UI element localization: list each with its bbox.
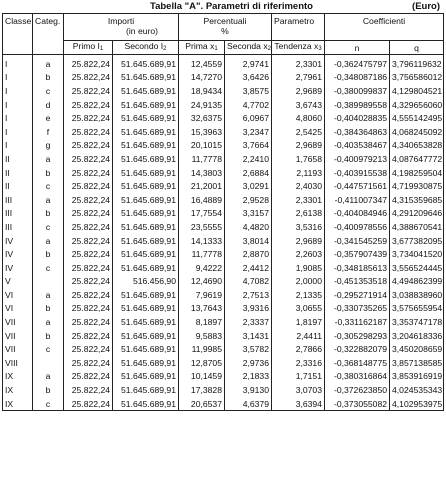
cell-prima-x: 12,8705 <box>179 356 225 370</box>
cell-tendenza-x: 3,6743 <box>272 98 325 112</box>
cell-n: -0,403915538 <box>325 166 390 180</box>
cell-classe: I <box>3 98 33 112</box>
cell-n: -0,403538467 <box>325 139 390 153</box>
cell-categ <box>33 356 64 370</box>
cell-categ: b <box>33 166 64 180</box>
header-n: n <box>325 41 390 55</box>
cell-categ: a <box>33 55 64 71</box>
table-row <box>3 275 444 289</box>
cell-seconda-x: 2,9736 <box>225 356 272 370</box>
cell-q: 4,494862399 <box>390 275 444 289</box>
cell-n: -0,400978556 <box>325 220 390 234</box>
cell-n: -0,330735265 <box>325 302 390 316</box>
cell-classe: V <box>3 275 33 289</box>
cell-primo-i: 25.822,24 <box>64 84 113 98</box>
cell-categ: b <box>33 247 64 261</box>
cell-n: -0,341545259 <box>325 234 390 248</box>
cell-classe: III <box>3 193 33 207</box>
table-title: Tabella "A". Parametri di riferimento <box>150 1 313 12</box>
table-row <box>3 220 444 234</box>
cell-primo-i: 25.822,24 <box>64 397 113 411</box>
cell-seconda-x: 3,3157 <box>225 207 272 221</box>
cell-tendenza-x: 2,3301 <box>272 193 325 207</box>
table-row <box>3 315 444 329</box>
cell-n: -0,295271914 <box>325 288 390 302</box>
cell-secondo-i: 51.645.689,91 <box>113 329 179 343</box>
cell-secondo-i: 51.645.689,91 <box>113 179 179 193</box>
cell-tendenza-x: 4,8060 <box>272 111 325 125</box>
header-importi-sub: (in euro) <box>126 26 158 36</box>
cell-classe: VI <box>3 288 33 302</box>
header-coefficienti: Coefficienti <box>325 14 444 41</box>
cell-secondo-i: 51.645.689,91 <box>113 288 179 302</box>
cell-categ: c <box>33 179 64 193</box>
cell-tendenza-x: 2,6138 <box>272 207 325 221</box>
cell-primo-i: 25.822,24 <box>64 315 113 329</box>
cell-seconda-x: 4,4820 <box>225 220 272 234</box>
cell-seconda-x: 3,8575 <box>225 84 272 98</box>
cell-categ: e <box>33 111 64 125</box>
cell-n: -0,357907439 <box>325 247 390 261</box>
cell-classe: II <box>3 179 33 193</box>
cell-classe: IV <box>3 247 33 261</box>
cell-primo-i: 25.822,24 <box>64 288 113 302</box>
table-row <box>3 397 444 411</box>
cell-n: -0,368148775 <box>325 356 390 370</box>
cell-categ: c <box>33 397 64 411</box>
cell-q: 4,340653828 <box>390 139 444 153</box>
header-q: q <box>390 41 444 55</box>
cell-secondo-i: 51.645.689,91 <box>113 98 179 112</box>
cell-primo-i: 25.822,24 <box>64 383 113 397</box>
cell-secondo-i: 51.645.689,91 <box>113 125 179 139</box>
cell-secondo-i: 51.645.689,91 <box>113 71 179 85</box>
cell-primo-i: 25.822,24 <box>64 193 113 207</box>
table-row <box>3 234 444 248</box>
cell-classe: I <box>3 84 33 98</box>
table-row <box>3 125 444 139</box>
cell-secondo-i: 51.645.689,91 <box>113 356 179 370</box>
cell-tendenza-x: 3,6394 <box>272 397 325 411</box>
cell-secondo-i: 51.645.689,91 <box>113 261 179 275</box>
cell-secondo-i: 51.645.689,91 <box>113 220 179 234</box>
cell-seconda-x: 3,7664 <box>225 139 272 153</box>
cell-categ <box>33 275 64 289</box>
cell-categ: b <box>33 302 64 316</box>
cell-prima-x: 14,1333 <box>179 234 225 248</box>
cell-primo-i: 25.822,24 <box>64 125 113 139</box>
cell-classe: VI <box>3 302 33 316</box>
cell-secondo-i: 51.645.689,91 <box>113 315 179 329</box>
cell-n: -0,411007347 <box>325 193 390 207</box>
cell-classe: I <box>3 125 33 139</box>
cell-n: -0,380099837 <box>325 84 390 98</box>
cell-classe: III <box>3 207 33 221</box>
cell-n: -0,404028835 <box>325 111 390 125</box>
cell-q: 3,353747178 <box>390 315 444 329</box>
cell-secondo-i: 51.645.689,91 <box>113 302 179 316</box>
cell-tendenza-x: 2,0000 <box>272 275 325 289</box>
header-seconda-x: Seconda x2 <box>225 41 272 55</box>
header-secondo-i: Secondo I2 <box>113 41 179 55</box>
cell-categ: a <box>33 234 64 248</box>
table-row <box>3 152 444 166</box>
cell-n: -0,384364863 <box>325 125 390 139</box>
cell-prima-x: 7,9619 <box>179 288 225 302</box>
cell-q: 4,329656060 <box>390 98 444 112</box>
cell-tendenza-x: 3,0703 <box>272 383 325 397</box>
cell-tendenza-x: 2,2603 <box>272 247 325 261</box>
cell-categ: b <box>33 207 64 221</box>
header-categ: Categ. <box>33 14 64 55</box>
cell-primo-i: 25.822,24 <box>64 71 113 85</box>
cell-classe: I <box>3 139 33 153</box>
header-row-sub <box>3 41 444 55</box>
cell-seconda-x: 3,0291 <box>225 179 272 193</box>
cell-secondo-i: 51.645.689,91 <box>113 84 179 98</box>
header-importi-label: Importi <box>107 16 135 26</box>
cell-q: 3,575655954 <box>390 302 444 316</box>
cell-seconda-x: 3,9316 <box>225 302 272 316</box>
cell-secondo-i: 51.645.689,91 <box>113 139 179 153</box>
header-percentuali-label: Percentuali <box>203 16 247 26</box>
cell-n: -0,348185613 <box>325 261 390 275</box>
cell-classe: IV <box>3 261 33 275</box>
cell-secondo-i: 51.645.689,91 <box>113 152 179 166</box>
cell-tendenza-x: 2,7961 <box>272 71 325 85</box>
cell-categ: a <box>33 315 64 329</box>
table-row <box>3 207 444 221</box>
cell-prima-x: 10,1459 <box>179 370 225 384</box>
cell-q: 4,102953975 <box>390 397 444 411</box>
cell-seconda-x: 4,7082 <box>225 275 272 289</box>
cell-primo-i: 25.822,24 <box>64 356 113 370</box>
cell-classe: IX <box>3 397 33 411</box>
cell-secondo-i: 51.645.689,91 <box>113 342 179 356</box>
cell-n: -0,362475797 <box>325 55 390 71</box>
cell-categ: a <box>33 370 64 384</box>
cell-secondo-i: 51.645.689,91 <box>113 383 179 397</box>
header-prima-x: Prima x1 <box>179 41 225 55</box>
table-row <box>3 179 444 193</box>
cell-tendenza-x: 2,4411 <box>272 329 325 343</box>
cell-categ: b <box>33 329 64 343</box>
cell-classe: VII <box>3 329 33 343</box>
cell-q: 3,756586012 <box>390 71 444 85</box>
cell-primo-i: 25.822,24 <box>64 220 113 234</box>
cell-prima-x: 9,4222 <box>179 261 225 275</box>
cell-classe: I <box>3 111 33 125</box>
cell-tendenza-x: 2,5425 <box>272 125 325 139</box>
cell-seconda-x: 3,2347 <box>225 125 272 139</box>
cell-q: 4,068245092 <box>390 125 444 139</box>
cell-q: 4,388670541 <box>390 220 444 234</box>
cell-categ: c <box>33 261 64 275</box>
cell-n: -0,322882079 <box>325 342 390 356</box>
cell-prima-x: 18,9434 <box>179 84 225 98</box>
cell-primo-i: 25.822,24 <box>64 179 113 193</box>
cell-tendenza-x: 2,3301 <box>272 55 325 71</box>
cell-primo-i: 25.822,24 <box>64 370 113 384</box>
cell-seconda-x: 3,6426 <box>225 71 272 85</box>
header-parametro: Parametro <box>272 14 325 41</box>
cell-seconda-x: 3,9130 <box>225 383 272 397</box>
cell-categ: a <box>33 193 64 207</box>
cell-secondo-i: 51.645.689,91 <box>113 166 179 180</box>
cell-q: 4,291209646 <box>390 207 444 221</box>
cell-primo-i: 25.822,24 <box>64 152 113 166</box>
cell-n: -0,305298293 <box>325 329 390 343</box>
table-body <box>3 55 444 411</box>
cell-categ: d <box>33 98 64 112</box>
cell-primo-i: 25.822,24 <box>64 302 113 316</box>
cell-n: -0,389989558 <box>325 98 390 112</box>
cell-primo-i: 25.822,24 <box>64 329 113 343</box>
cell-prima-x: 11,7778 <box>179 247 225 261</box>
cell-prima-x: 21,2001 <box>179 179 225 193</box>
cell-seconda-x: 2,4412 <box>225 261 272 275</box>
cell-tendenza-x: 3,5316 <box>272 220 325 234</box>
cell-tendenza-x: 2,9689 <box>272 84 325 98</box>
cell-seconda-x: 2,9741 <box>225 55 272 71</box>
cell-n: -0,372623850 <box>325 383 390 397</box>
header-percentuali-sub: % <box>221 26 229 36</box>
cell-seconda-x: 3,5782 <box>225 342 272 356</box>
cell-q: 3,853916919 <box>390 370 444 384</box>
cell-primo-i: 25.822,24 <box>64 139 113 153</box>
header-tendenza-x: Tendenza x3 <box>272 41 325 55</box>
cell-prima-x: 32,6375 <box>179 111 225 125</box>
cell-primo-i: 25.822,24 <box>64 247 113 261</box>
table-row <box>3 84 444 98</box>
cell-classe: IV <box>3 234 33 248</box>
cell-categ: g <box>33 139 64 153</box>
cell-tendenza-x: 1,7658 <box>272 152 325 166</box>
cell-primo-i: 25.822,24 <box>64 207 113 221</box>
cell-classe: VII <box>3 342 33 356</box>
cell-classe: II <box>3 166 33 180</box>
cell-tendenza-x: 1,7151 <box>272 370 325 384</box>
cell-tendenza-x: 1,8197 <box>272 315 325 329</box>
cell-classe: I <box>3 71 33 85</box>
cell-seconda-x: 2,9528 <box>225 193 272 207</box>
header-percentuali <box>179 14 272 41</box>
cell-classe: IX <box>3 383 33 397</box>
cell-seconda-x: 3,1431 <box>225 329 272 343</box>
table-row <box>3 383 444 397</box>
cell-q: 4,198259504 <box>390 166 444 180</box>
table-row <box>3 111 444 125</box>
cell-secondo-i: 51.645.689,91 <box>113 234 179 248</box>
table-row <box>3 139 444 153</box>
table-row <box>3 55 444 71</box>
cell-seconda-x: 2,7513 <box>225 288 272 302</box>
cell-prima-x: 12,4559 <box>179 55 225 71</box>
cell-secondo-i: 51.645.689,91 <box>113 397 179 411</box>
cell-classe: I <box>3 55 33 71</box>
cell-prima-x: 20,6537 <box>179 397 225 411</box>
cell-prima-x: 20,1015 <box>179 139 225 153</box>
header-row-main <box>3 14 444 41</box>
cell-q: 3,796119632 <box>390 55 444 71</box>
cell-q: 4,129804521 <box>390 84 444 98</box>
cell-classe: III <box>3 220 33 234</box>
cell-tendenza-x: 1,9085 <box>272 261 325 275</box>
cell-classe: VIII <box>3 356 33 370</box>
cell-categ: a <box>33 288 64 302</box>
cell-q: 4,719930875 <box>390 179 444 193</box>
table-row <box>3 247 444 261</box>
cell-n: -0,404084946 <box>325 207 390 221</box>
cell-q: 3,204618336 <box>390 329 444 343</box>
cell-primo-i: 25.822,24 <box>64 98 113 112</box>
cell-q: 4,024535343 <box>390 383 444 397</box>
cell-secondo-i: 51.645.689,91 <box>113 370 179 384</box>
cell-prima-x: 13,7643 <box>179 302 225 316</box>
cell-prima-x: 11,9985 <box>179 342 225 356</box>
title-row <box>0 0 446 14</box>
cell-classe: II <box>3 152 33 166</box>
cell-seconda-x: 3,8014 <box>225 234 272 248</box>
cell-prima-x: 23,5555 <box>179 220 225 234</box>
cell-seconda-x: 2,8870 <box>225 247 272 261</box>
cell-tendenza-x: 2,9689 <box>272 234 325 248</box>
table-row <box>3 356 444 370</box>
cell-seconda-x: 2,2410 <box>225 152 272 166</box>
table-row <box>3 98 444 112</box>
cell-prima-x: 15,3963 <box>179 125 225 139</box>
cell-seconda-x: 4,6379 <box>225 397 272 411</box>
cell-secondo-i: 51.645.689,91 <box>113 207 179 221</box>
cell-q: 4,315359685 <box>390 193 444 207</box>
cell-prima-x: 16,4889 <box>179 193 225 207</box>
cell-q: 4,087647772 <box>390 152 444 166</box>
cell-categ: a <box>33 152 64 166</box>
cell-prima-x: 17,3828 <box>179 383 225 397</box>
cell-seconda-x: 4,7702 <box>225 98 272 112</box>
cell-q: 3,677382095 <box>390 234 444 248</box>
cell-q: 3,038838960 <box>390 288 444 302</box>
table-row <box>3 166 444 180</box>
cell-q: 4,555142495 <box>390 111 444 125</box>
cell-primo-i: 25.822,24 <box>64 234 113 248</box>
cell-prima-x: 14,3803 <box>179 166 225 180</box>
cell-n: -0,380316864 <box>325 370 390 384</box>
cell-n: -0,348087186 <box>325 71 390 85</box>
cell-categ: c <box>33 342 64 356</box>
cell-n: -0,373055082 <box>325 397 390 411</box>
cell-tendenza-x: 3,0655 <box>272 302 325 316</box>
table-row <box>3 71 444 85</box>
table-row <box>3 302 444 316</box>
cell-prima-x: 14,7270 <box>179 71 225 85</box>
cell-secondo-i: 516.456,90 <box>113 275 179 289</box>
cell-n: -0,331162187 <box>325 315 390 329</box>
cell-tendenza-x: 2,4030 <box>272 179 325 193</box>
cell-secondo-i: 51.645.689,91 <box>113 247 179 261</box>
table-row <box>3 193 444 207</box>
cell-primo-i: 25.822,24 <box>64 261 113 275</box>
cell-n: -0,447571561 <box>325 179 390 193</box>
table-row <box>3 329 444 343</box>
cell-n: -0,451353518 <box>325 275 390 289</box>
cell-seconda-x: 6,0967 <box>225 111 272 125</box>
cell-primo-i: 25.822,24 <box>64 55 113 71</box>
cell-prima-x: 12,4690 <box>179 275 225 289</box>
cell-categ: b <box>33 71 64 85</box>
table-row <box>3 370 444 384</box>
cell-prima-x: 8,1897 <box>179 315 225 329</box>
currency-unit: (Euro) <box>412 1 440 12</box>
cell-q: 3,734041520 <box>390 247 444 261</box>
cell-categ: f <box>33 125 64 139</box>
cell-tendenza-x: 2,9689 <box>272 139 325 153</box>
cell-q: 3,450208659 <box>390 342 444 356</box>
cell-classe: IX <box>3 370 33 384</box>
cell-tendenza-x: 2,1335 <box>272 288 325 302</box>
header-primo-i: Primo I1 <box>64 41 113 55</box>
cell-prima-x: 9,5883 <box>179 329 225 343</box>
header-importi <box>64 14 179 41</box>
cell-prima-x: 24,9135 <box>179 98 225 112</box>
cell-tendenza-x: 2,1193 <box>272 166 325 180</box>
cell-q: 3,556524445 <box>390 261 444 275</box>
cell-classe: VII <box>3 315 33 329</box>
cell-q: 3,857138585 <box>390 356 444 370</box>
parameters-table <box>2 13 444 411</box>
cell-seconda-x: 2,6884 <box>225 166 272 180</box>
cell-seconda-x: 2,1833 <box>225 370 272 384</box>
cell-primo-i: 25.822,24 <box>64 275 113 289</box>
table-row <box>3 288 444 302</box>
table-row <box>3 261 444 275</box>
cell-secondo-i: 51.645.689,91 <box>113 193 179 207</box>
header-classe: Classe <box>3 14 33 55</box>
cell-categ: c <box>33 84 64 98</box>
cell-tendenza-x: 2,7866 <box>272 342 325 356</box>
cell-categ: b <box>33 383 64 397</box>
cell-categ: c <box>33 220 64 234</box>
cell-prima-x: 11,7778 <box>179 152 225 166</box>
cell-prima-x: 17,7554 <box>179 207 225 221</box>
table-row <box>3 342 444 356</box>
cell-secondo-i: 51.645.689,91 <box>113 55 179 71</box>
cell-secondo-i: 51.645.689,91 <box>113 111 179 125</box>
cell-primo-i: 25.822,24 <box>64 111 113 125</box>
cell-tendenza-x: 2,3316 <box>272 356 325 370</box>
cell-n: -0,400979213 <box>325 152 390 166</box>
cell-seconda-x: 2,3337 <box>225 315 272 329</box>
cell-primo-i: 25.822,24 <box>64 342 113 356</box>
cell-primo-i: 25.822,24 <box>64 166 113 180</box>
